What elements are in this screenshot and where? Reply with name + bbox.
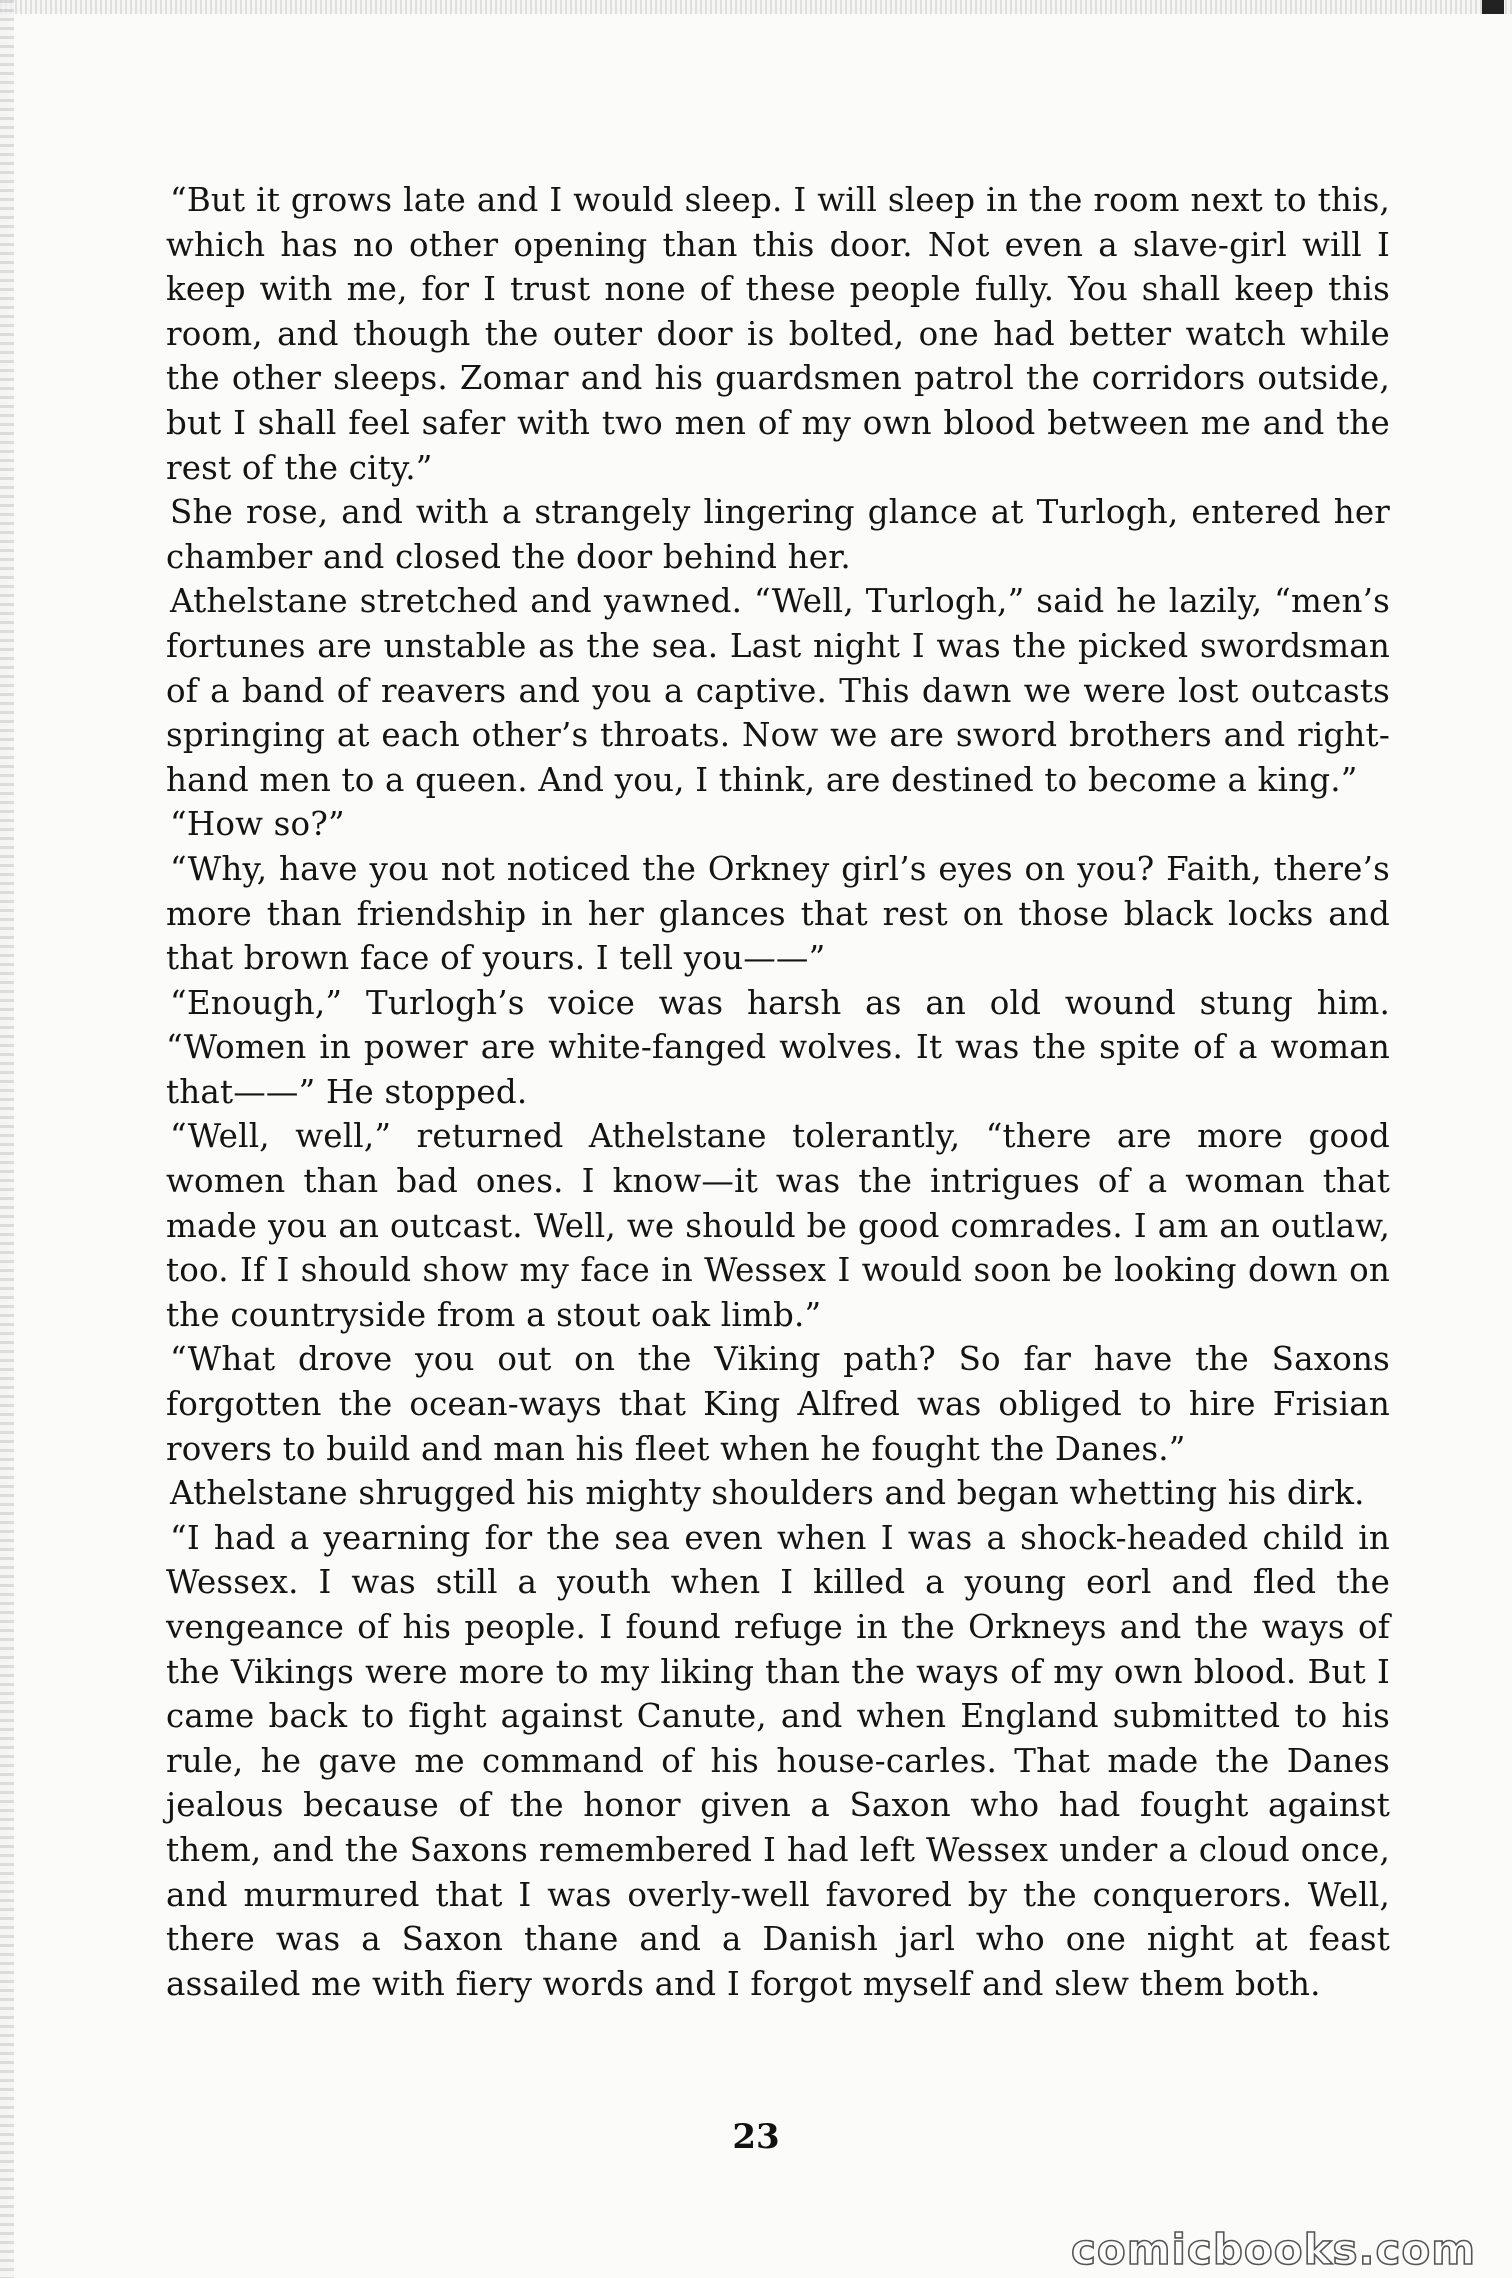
scan-corner-mark bbox=[1482, 0, 1504, 14]
paragraph: She rose, and with a strangely lingering glance at Turlogh, entered her chamber and closed the door behind her. bbox=[166, 493, 1390, 576]
story-text bbox=[166, 178, 1390, 2006]
page-number: 23 bbox=[732, 2117, 780, 2157]
paragraph: “Enough,” Turlogh’s voice was harsh as an old wound stung him. “Women in power are white-fanged wolves. It was the spite of a woman that——” He stopped. bbox=[166, 983, 1390, 1111]
paragraph: “But it grows late and I would sleep. I will sleep in the room next to this, which has no other opening than this door. Not even a slave-girl will I keep with me, for I trust none of these people fully. You shall keep this room, and though the outer door is bolted, one had better watch while the other sleeps. Zomar and his guardsmen patrol the corridors outside, but I shall feel safer with two men of my own blood between me and the rest of the city.” bbox=[166, 181, 1390, 487]
paragraph: “I had a yearning for the sea even when I was a shock-headed child in Wessex. I was still a youth when I killed a young eorl and fled the vengeance of his people. I found refuge in the Orkneys and the ways of the Vikings were more to my liking than the ways of my own blood. But I came back to fight against Canute, and when England submitted to his rule, he gave me command of his house-carles. That made the Danes jealous because of the honor given a Saxon who had fought against them, and the Saxons remembered I had left Wessex under a cloud once, and murmured that I was overly-well favored by the conquerors. Well, there was a Saxon thane and a Danish jarl who one night at feast assailed me with fiery words and I forgot myself and slew them both. bbox=[166, 1518, 1390, 2003]
paragraph: Athelstane shrugged his mighty shoulders and began whetting his dirk. bbox=[170, 1474, 1365, 1513]
paragraph: “Well, well,” returned Athelstane tolerantly, “there are more good women than bad ones. I know—it was the intrigues of a woman that made you an outcast. Well, we should be good comrades. I am an outlaw, too. If I should show my face in Wessex I would soon be looking down on the countryside from a stout oak limb.” bbox=[166, 1117, 1390, 1334]
page-left-edge bbox=[0, 0, 14, 2278]
paragraph: “Why, have you not noticed the Orkney girl’s eyes on you? Faith, there’s more than friendship in her glances that rest on those black locks and that brown face of yours. I tell you——” bbox=[166, 849, 1390, 978]
site-watermark: comicbooks.com bbox=[1071, 2225, 1476, 2274]
page-top-edge bbox=[0, 0, 1512, 14]
paragraph: Athelstane stretched and yawned. “Well, Turlogh,” said he lazily, “men’s fortunes are unstable as the sea. Last night I was the picked swordsman of a band of reavers and you a captive. This dawn we were lost outcasts springing at each other’s throats. Now we are sword brothers and right-hand men to a queen. And you, I think, are destined to become a king.” bbox=[166, 582, 1390, 799]
paragraph: “What drove you out on the Viking path? So far have the Saxons forgotten the ocean-ways that King Alfred was obliged to hire Frisian rovers to build and man his fleet when he fought the Danes.” bbox=[166, 1340, 1390, 1468]
paragraph: “How so?” bbox=[170, 805, 345, 844]
